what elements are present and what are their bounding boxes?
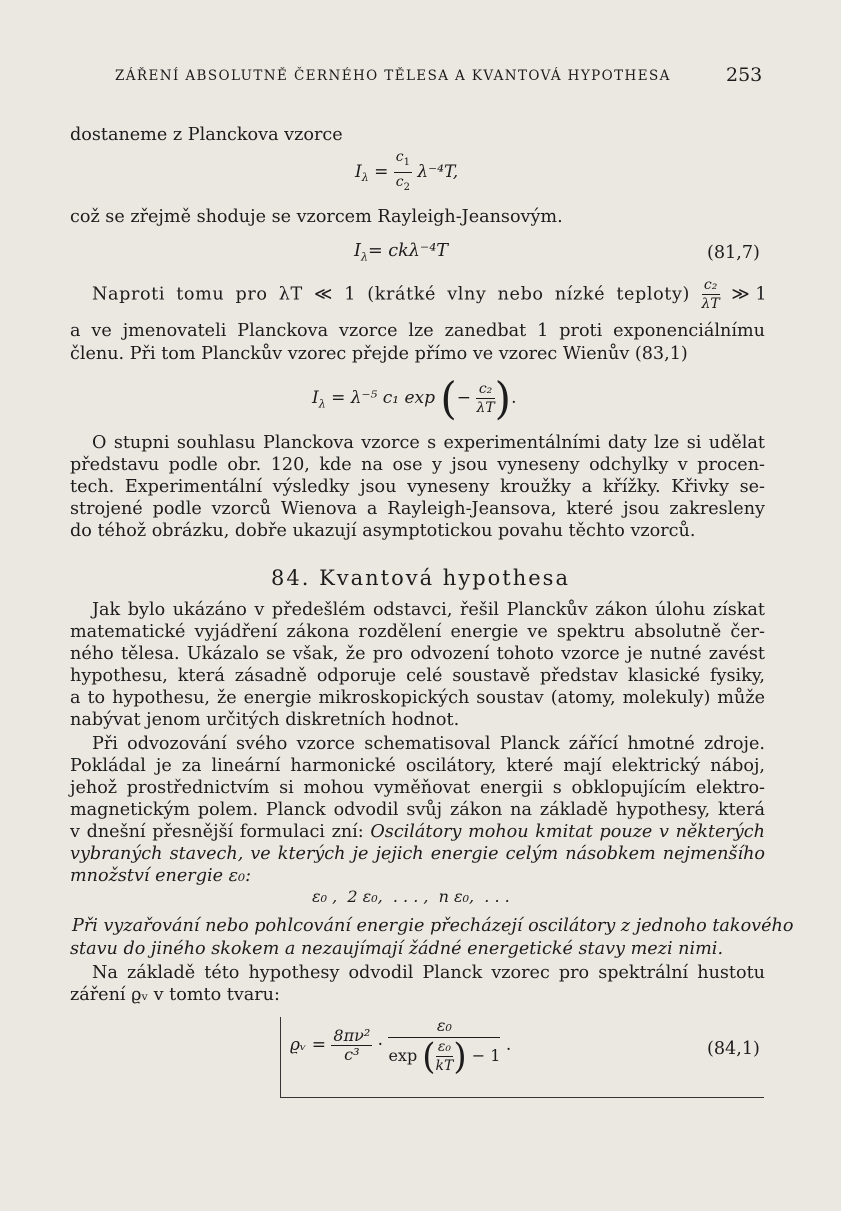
text-line-mixed: v dnešní přesnější formulaci zní: Oscilátory mohou kmitat pouze v některých — [70, 822, 765, 842]
text-line: a ve jmenovateli Planckova vzorce lze zanedbat 1 proti exponenciálnímu — [70, 321, 765, 341]
text-line: do téhož obrázku, dobře ukazují asymptotickou povahu těchto vzorců. — [70, 521, 696, 541]
text-line: O stupni souhlasu Planckova vzorce s experimentálními daty lze si udělat — [92, 433, 765, 453]
text-line: ného tělesa. Ukázalo se však, že pro odvození tohoto vzorce je nutné zavést — [70, 644, 765, 664]
equation-wien: $I_\lambda = \lambda^{-5}$ c₁ exp (− $\frac{\text{c₂}}{\lambda T}$ ). — [312, 372, 517, 425]
equation-planck-approx: $I_\lambda$ = $\frac{c_1}{c_2}$ λ⁻⁴T, — [355, 149, 459, 193]
text-line: nabývat jenom určitých diskretních hodnot. — [70, 710, 460, 730]
text-line-with-fraction: Naproti tomu pro λT ≪ 1 (krátké vlny nebo nízké teploty) $\frac{\text{c₂}}{\lambda T}$ ≫ 1 — [92, 277, 767, 312]
text-line: a to hypothesu, že energie mikroskopických soustav (atomy, molekuly) může — [70, 688, 765, 708]
text-line: tech. Experimentální výsledky jsou vyneseny kroužky a křížky. Křivky se- — [70, 477, 765, 497]
text-line: strojené podle vzorců Wienova a Rayleigh-Jeansova, které jsou zakresleny — [70, 499, 765, 519]
bracket-rule — [280, 1017, 281, 1097]
text-line-italic: množství energie ε₀: — [70, 866, 252, 886]
text-line: magnetickým polem. Planck odvodil svůj zákon na základě hypothesy, která — [70, 800, 765, 820]
equation-energy-levels: ε₀ , 2 ε₀, . . . , n ε₀, . . . — [312, 887, 510, 906]
text-line: členu. Při tom Planckův vzorec přejde přímo ve vzorec Wienův (83,1) — [70, 344, 688, 364]
text-line-italic: Při vyzařování nebo pohlcování energie přecházejí oscilátory z jednoho takového — [72, 916, 794, 936]
page-number: 253 — [726, 64, 763, 86]
text-line: záření ϱᵥ v tomto tvaru: — [70, 985, 280, 1005]
bracket-rule — [280, 1097, 764, 1098]
text-line: matematické vyjádření zákona rozdělení energie ve spektru absolutně čer- — [70, 622, 765, 642]
equation-number: (84,1) — [707, 1039, 760, 1059]
text-line: jehož prostřednictvím si mohou vyměňovat energii s obklopujícím elektro- — [70, 778, 765, 798]
text-line: dostaneme z Planckova vzorce — [70, 125, 343, 145]
equation-rayleigh-jeans: $I_\lambda= ck\lambda^{-4}T$ — [354, 241, 449, 264]
text-line-italic: vybraných stavech, ve kterých je jejich energie celým násobkem nejmenšího — [70, 844, 765, 864]
text-line: hypothesu, která zásadně odporuje celé soustavě představ klasické fysiky, — [70, 666, 765, 686]
text-line-italic: stavu do jiného skokem a nezaujímají žádné energetické stavy mezi nimi. — [70, 939, 724, 959]
equation-number: (81,7) — [707, 243, 760, 263]
text-line: Na základě této hypothesy odvodil Planck vzorec pro spektrální hustotu — [92, 963, 765, 983]
text-line: představu podle obr. 120, kde na ose y jsou vyneseny odchylky v procen- — [70, 455, 765, 475]
running-header: ZÁŘENÍ ABSOLUTNĚ ČERNÉHO TĚLESA A KVANTOVÁ HYPOTHESA — [115, 68, 671, 84]
text-line: Jak bylo ukázáno v předešlém odstavci, řešil Planckův zákon úlohu získat — [92, 600, 765, 620]
text-line: Při odvozování svého vzorce schematisoval Planck zářící hmotné zdroje. — [92, 734, 765, 754]
text-line: Pokládal je za lineární harmonické oscilátory, které mají elektrický náboj, — [70, 756, 765, 776]
equation-planck: ϱᵥ = $\frac{\text{8πν²}}{\text{c³}}$ · ε₀ exp ( $\frac{\text{ε₀}}{kT}$ ) − 1 . — [290, 1016, 512, 1078]
section-heading: 84. Kvantová hypothesa — [271, 566, 570, 590]
text-line: což se zřejmě shoduje se vzorcem Rayleigh-Jeansovým. — [70, 207, 563, 227]
